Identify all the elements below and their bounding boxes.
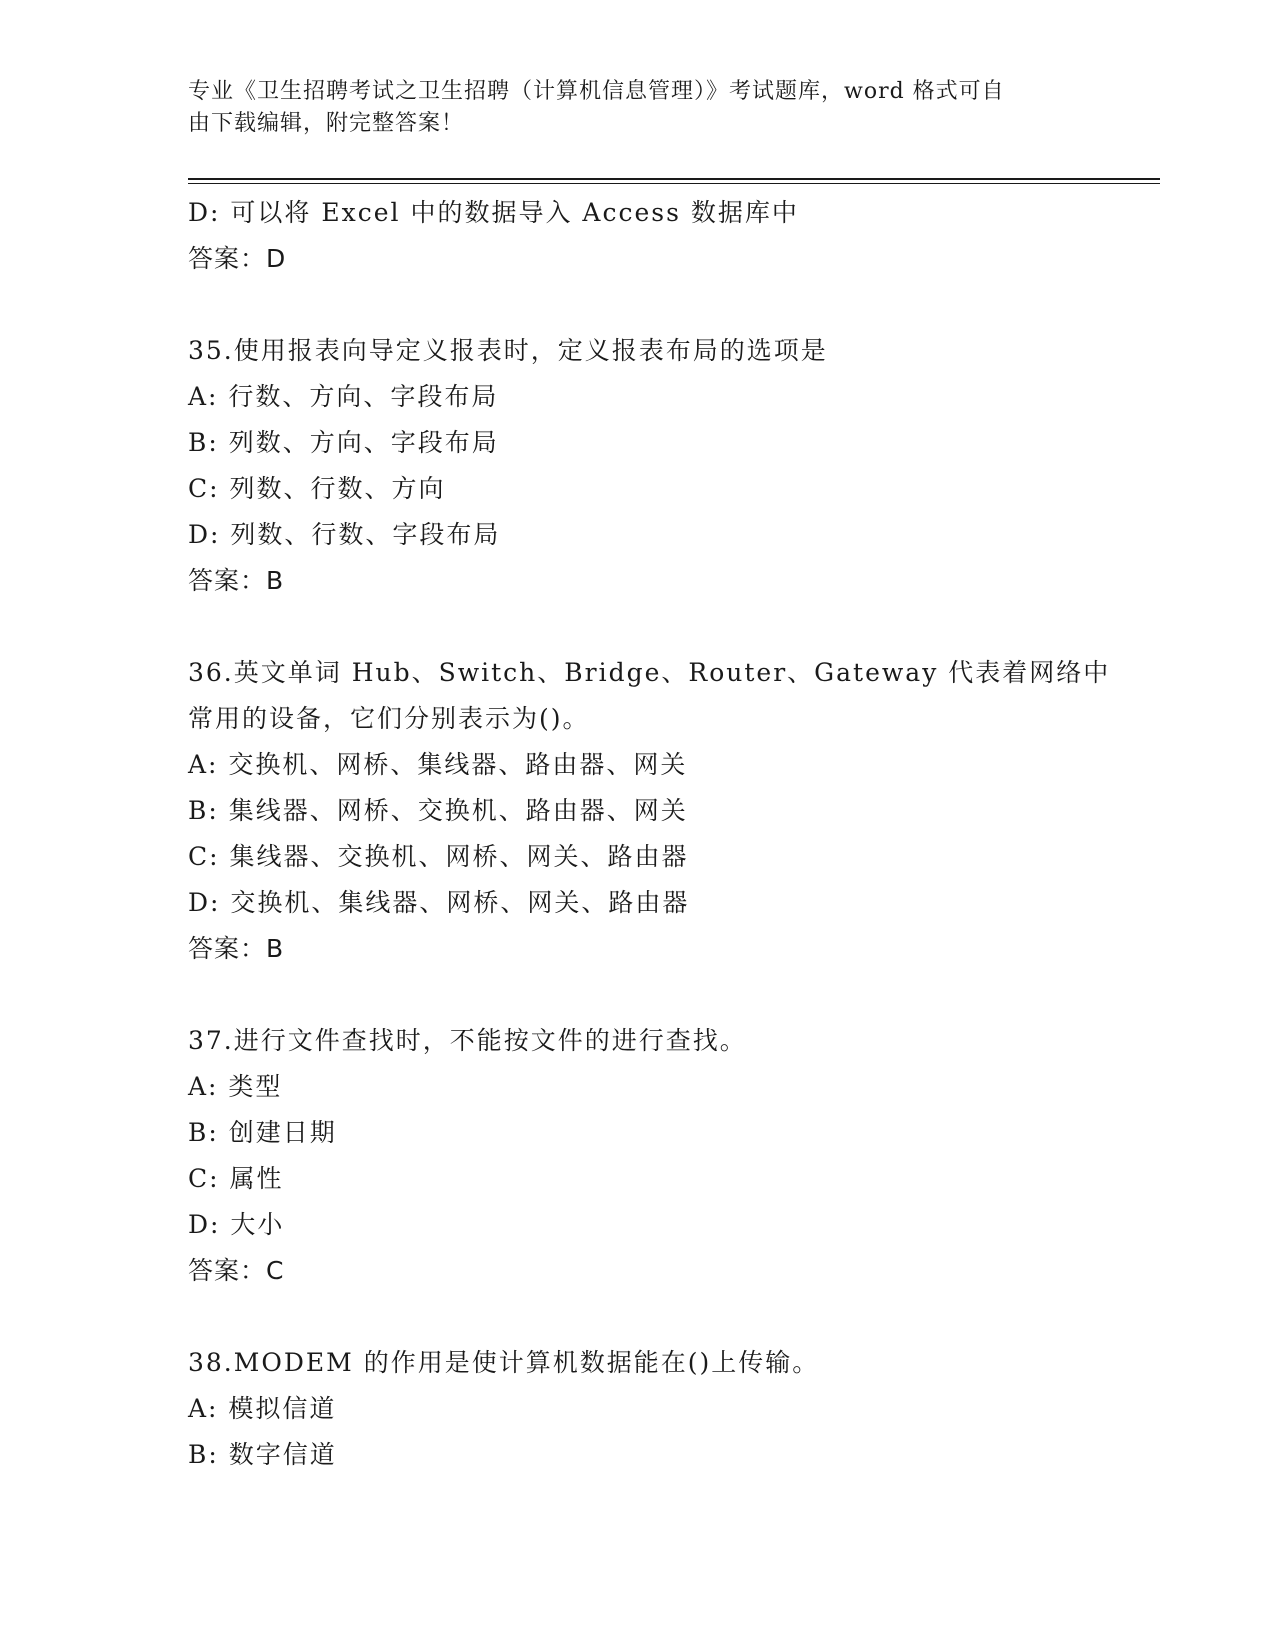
spacer xyxy=(188,604,1088,650)
header-divider-thin xyxy=(188,183,1160,184)
document-header xyxy=(188,76,1088,140)
question-stem: 36.英文单词 Hub、Switch、Bridge、Router、Gateway 代表着网络中 xyxy=(188,658,1111,687)
question-stem: 37.进行文件查找时，不能按文件的进行查找。 xyxy=(188,1026,747,1055)
spacer xyxy=(188,282,1088,328)
option-c: C: 属性 xyxy=(188,1164,284,1193)
question-stem: 38.MODEM 的作用是使计算机数据能在()上传输。 xyxy=(188,1348,820,1377)
question-list xyxy=(188,190,1111,1478)
header-line-2: 由下载编辑，附完整答案！ xyxy=(188,111,465,136)
option-d: D: 列数、行数、字段布局 xyxy=(188,520,501,549)
option-d: D: 大小 xyxy=(188,1210,285,1239)
prev-question-answer: 答案：D xyxy=(188,244,287,273)
question-stem: 35.使用报表向导定义报表时，定义报表布局的选项是 xyxy=(188,336,828,365)
option-a: A: 类型 xyxy=(188,1072,283,1101)
option-c: C: 列数、行数、方向 xyxy=(188,474,446,503)
spacer xyxy=(188,972,1088,1018)
header-line-1: 专业《卫生招聘考试之卫生招聘（计算机信息管理）》考试题库，word 格式可自 xyxy=(188,79,1005,104)
option-b: B: 集线器、网桥、交换机、路由器、网关 xyxy=(188,796,688,825)
prev-question-option-d: D: 可以将 Excel 中的数据导入 Access 数据库中 xyxy=(188,198,799,227)
option-c: C: 集线器、交换机、网桥、网关、路由器 xyxy=(188,842,689,871)
option-b: B: 创建日期 xyxy=(188,1118,337,1147)
option-a: A: 交换机、网桥、集线器、路由器、网关 xyxy=(188,750,688,779)
question-answer: 答案：B xyxy=(188,566,285,595)
option-a: A: 模拟信道 xyxy=(188,1394,337,1423)
question-answer: 答案：C xyxy=(188,1256,285,1285)
option-b: B: 列数、方向、字段布局 xyxy=(188,428,499,457)
option-a: A: 行数、方向、字段布局 xyxy=(188,382,499,411)
question-stem-continued: 常用的设备，它们分别表示为()。 xyxy=(188,704,590,733)
option-b: B: 数字信道 xyxy=(188,1440,337,1469)
spacer xyxy=(188,1294,1088,1340)
question-answer: 答案：B xyxy=(188,934,285,963)
header-divider-thick xyxy=(188,178,1160,180)
option-d: D: 交换机、集线器、网桥、网关、路由器 xyxy=(188,888,690,917)
